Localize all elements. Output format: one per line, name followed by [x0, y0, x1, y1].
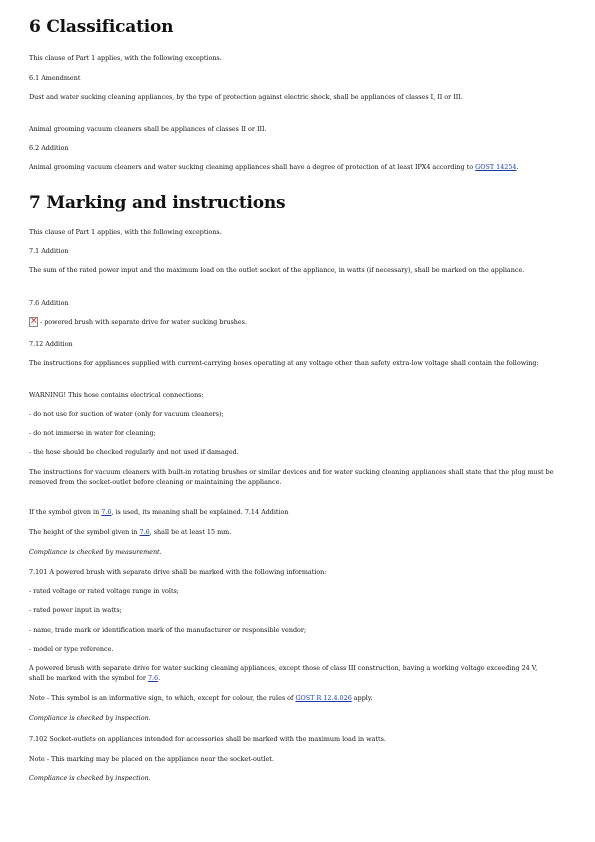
clause-7-101-text: 7.101 A powered brush with separate drive shall be marked with the following information: — [29, 568, 327, 576]
compliance-inspection-1: Compliance is checked by inspection. — [29, 714, 151, 722]
compliance-inspection-2: Compliance is checked by inspection. — [29, 774, 151, 782]
bullet-model-type: - model or type reference. — [29, 645, 114, 653]
bullet-rated-power: - rated power input in watts; — [29, 606, 122, 614]
subsection-6-1-text: Dust and water sucking cleaning appliances, by the type of protection against electric shock, shall be appliances of classes I, II or III. — [29, 93, 463, 101]
bullet-rated-voltage: - rated voltage or rated voltage range in volts; — [29, 587, 179, 595]
subsection-6-2-text-body: Animal grooming vacuum cleaners and water sucking cleaning appliances shall have a degree of protection of at least IPX4 according to — [29, 163, 474, 171]
clause-7-6-link-2[interactable]: 7.6 — [139, 528, 150, 536]
class-3-marking-text — [29, 663, 554, 684]
subsection-7-12-title: 7.12 Addition — [29, 340, 73, 348]
subsection-6-2-text-end: . — [516, 163, 519, 171]
subsection-7-6-title: 7.6 Addition — [29, 299, 69, 307]
subsection-6-1-text-2: Animal grooming vacuum cleaners shall be appliances of classes II or III. — [29, 125, 267, 133]
section-6-intro: This clause of Part 1 applies, with the following exceptions. — [29, 54, 222, 62]
section-7-heading: 7 Marking and instructions — [29, 193, 286, 213]
bullet-manufacturer-name: - name, trade mark or identification mark of the manufacturer or responsible vendor; — [29, 626, 307, 634]
class-3-marking-pre: A powered brush with separate drive for water sucking cleaning appliances, except those of class III construction, having a working voltage exceeding 24 V, shall be marked with the symbol for — [29, 664, 538, 683]
symbol-explanation-pre: If the symbol given in — [29, 508, 100, 516]
gost-r-12-4-026-link[interactable]: GOST R 12.4.026 — [295, 694, 352, 702]
symbol-explanation-text: If the symbol given in 7.6, is used, its meaning shall be explained. 7.14 Addition — [29, 508, 289, 516]
brush-instructions-text: The instructions for vacuum cleaners with built-in rotating brushes or similar devices and for water sucking cleaning appliances shall state that the plug must be removed from the socket-outlet before cleaning or maintaining the appliance. — [29, 468, 554, 487]
subsection-7-1-title: 7.1 Addition — [29, 247, 69, 255]
subsection-7-1-text: The sum of the rated power input and the maximum load on the outlet socket of the appliance, in watts (if necessary), shall be marked on the appliance. — [29, 266, 525, 274]
subsection-7-6-text — [29, 317, 554, 327]
bullet-no-water: - do not use for suction of water (only for vacuum cleaners); — [29, 410, 224, 418]
clause-7-102-text: 7.102 Socket-outlets on appliances intended for accessories shall be marked with the maximum load in watts. — [29, 735, 386, 743]
subsection-7-6-text-body: - powered brush with separate drive for water sucking brushes. — [40, 318, 247, 326]
note-informative-sign — [29, 693, 554, 703]
clause-7-6-link[interactable]: 7.6 — [101, 508, 112, 516]
note-informative-sign-end: apply. — [351, 694, 373, 702]
section-6-heading: 6 Classification — [29, 17, 174, 37]
subsection-7-12-intro: The instructions for appliances supplied with current-carrying hoses operating at any voltage other than safety extra-low voltage shall contain the following: — [29, 359, 539, 367]
broken-image-icon — [29, 317, 38, 327]
note-informative-sign-pre: Note - This symbol is an informative sign, to which, except for colour, the rules of — [29, 694, 294, 702]
compliance-measurement: Compliance is checked by measurement. — [29, 548, 162, 556]
bullet-no-immerse: - do not immerse in water for cleaning; — [29, 429, 156, 437]
subsection-6-2-title: 6.2 Addition — [29, 144, 69, 152]
clause-7-6-link-3[interactable]: 7.6 — [147, 674, 159, 683]
section-7-intro: This clause of Part 1 applies, with the following exceptions. — [29, 228, 222, 236]
warning-text: WARNING! This hose contains electrical connections: — [29, 391, 204, 399]
subsection-6-2-text — [29, 162, 554, 172]
note-socket-marking: Note - This marking may be placed on the appliance near the socket-outlet. — [29, 755, 274, 763]
symbol-height-text: The height of the symbol given in 7.6, shall be at least 15 mm. — [29, 528, 232, 536]
subsection-6-1-title: 6.1 Amendment — [29, 74, 81, 82]
gost-14254-link[interactable]: GOST 14254 — [475, 163, 517, 171]
symbol-height-pre: The height of the symbol given in — [29, 528, 138, 536]
class-3-marking-end: . — [158, 674, 161, 683]
bullet-check-hose: - the hose should be checked regularly and not used if damaged. — [29, 448, 239, 456]
symbol-explanation-post: is used, its meaning shall be explained. 7.14 Addition — [115, 508, 289, 516]
symbol-height-post: shall be at least 15 mm. — [153, 528, 232, 536]
